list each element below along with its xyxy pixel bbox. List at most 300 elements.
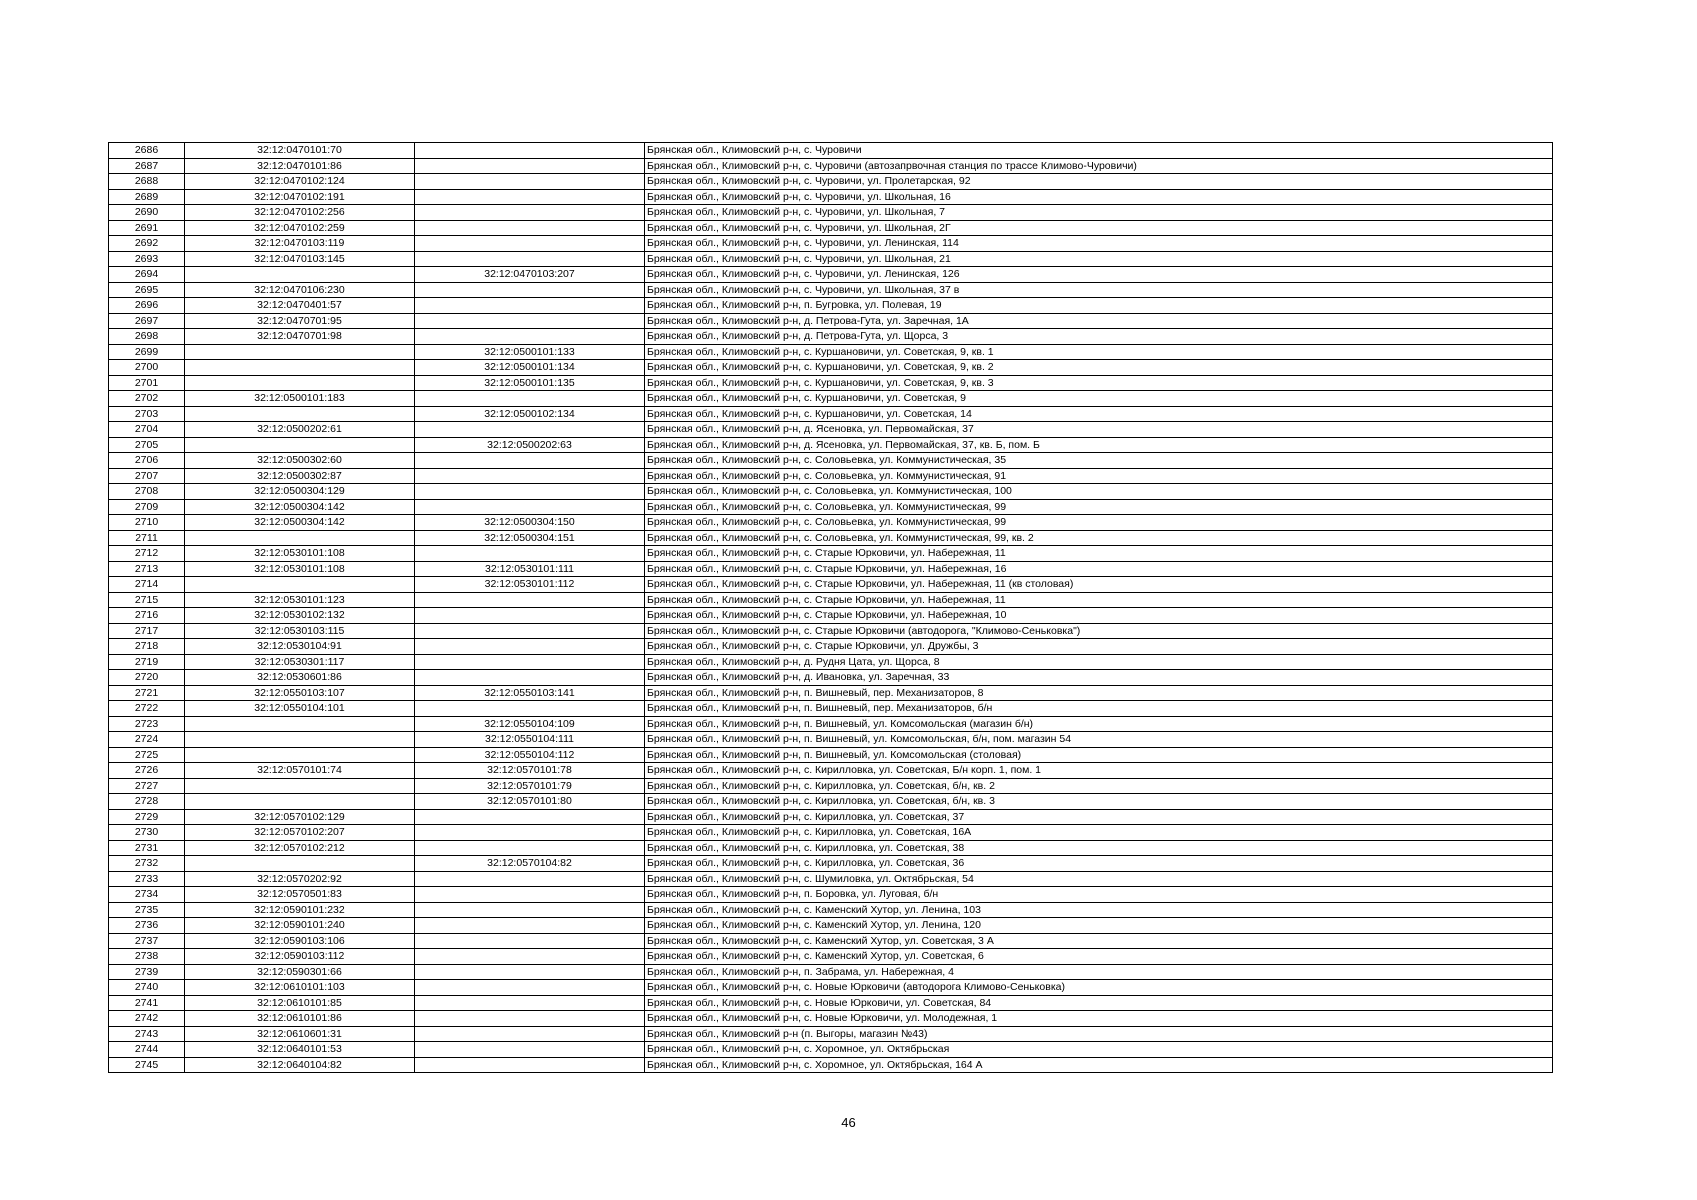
- table-row: [109, 344, 1553, 360]
- row-number-cell: 2704: [109, 422, 185, 438]
- table-row: [109, 1026, 1553, 1042]
- row-number-cell: 2699: [109, 344, 185, 360]
- cadastral-number-building-cell: [415, 422, 645, 438]
- address-cell: Брянская обл., Климовский р-н, с. Чуровичи, ул. Школьная, 21: [645, 251, 1553, 267]
- row-number-cell: 2696: [109, 298, 185, 314]
- row-number-cell: 2702: [109, 391, 185, 407]
- row-number-cell: 2689: [109, 189, 185, 205]
- table-row: [109, 778, 1553, 794]
- table-row: [109, 267, 1553, 283]
- cadastral-number-building-cell: [415, 484, 645, 500]
- cadastral-number-land-cell: [185, 856, 415, 872]
- table-row: [109, 871, 1553, 887]
- cadastral-number-building-cell: 32:12:0500304:151: [415, 530, 645, 546]
- cadastral-number-building-cell: [415, 282, 645, 298]
- table-row: [109, 329, 1553, 345]
- cadastral-number-building-cell: 32:12:0550104:109: [415, 716, 645, 732]
- address-cell: Брянская обл., Климовский р-н, с. Чуровичи: [645, 143, 1553, 159]
- row-number-cell: 2714: [109, 577, 185, 593]
- row-number-cell: 2730: [109, 825, 185, 841]
- cadastral-number-land-cell: [185, 267, 415, 283]
- cadastral-number-land-cell: [185, 732, 415, 748]
- cadastral-number-land-cell: 32:12:0470102:191: [185, 189, 415, 205]
- address-cell: Брянская обл., Климовский р-н, с. Шумиловка, ул. Октябрьская, 54: [645, 871, 1553, 887]
- cadastral-number-land-cell: 32:12:0470102:124: [185, 174, 415, 190]
- table-row: [109, 174, 1553, 190]
- cadastral-number-building-cell: [415, 453, 645, 469]
- cadastral-number-land-cell: 32:12:0470101:70: [185, 143, 415, 159]
- cadastral-number-building-cell: [415, 468, 645, 484]
- row-number-cell: 2743: [109, 1026, 185, 1042]
- cadastral-number-building-cell: [415, 701, 645, 717]
- table-row: [109, 499, 1553, 515]
- row-number-cell: 2713: [109, 561, 185, 577]
- row-number-cell: 2690: [109, 205, 185, 221]
- table-row: [109, 608, 1553, 624]
- row-number-cell: 2700: [109, 360, 185, 376]
- cadastral-number-building-cell: [415, 158, 645, 174]
- cadastral-number-land-cell: 32:12:0500101:183: [185, 391, 415, 407]
- cadastral-number-building-cell: [415, 995, 645, 1011]
- address-cell: Брянская обл., Климовский р-н, с. Чуровичи, ул. Школьная, 2Г: [645, 220, 1553, 236]
- cadastral-number-land-cell: [185, 716, 415, 732]
- cadastral-number-building-cell: 32:12:0550103:141: [415, 685, 645, 701]
- cadastral-number-land-cell: 32:12:0500304:142: [185, 515, 415, 531]
- cadastral-number-building-cell: 32:12:0550104:111: [415, 732, 645, 748]
- cadastral-number-building-cell: [415, 329, 645, 345]
- table-row: [109, 577, 1553, 593]
- table-row: [109, 158, 1553, 174]
- cadastral-number-land-cell: 32:12:0530101:123: [185, 592, 415, 608]
- address-cell: Брянская обл., Климовский р-н, с. Каменский Хутор, ул. Ленина, 120: [645, 918, 1553, 934]
- table-row: [109, 282, 1553, 298]
- row-number-cell: 2706: [109, 453, 185, 469]
- address-cell: Брянская обл., Климовский р-н, с. Старые Юрковичи, ул. Дружбы, 3: [645, 639, 1553, 655]
- address-cell: Брянская обл., Климовский р-н, с. Каменский Хутор, ул. Советская, 6: [645, 949, 1553, 965]
- address-cell: Брянская обл., Климовский р-н, с. Соловьевка, ул. Коммунистическая, 35: [645, 453, 1553, 469]
- address-cell: Брянская обл., Климовский р-н, с. Кирилловка, ул. Советская, 38: [645, 840, 1553, 856]
- address-cell: Брянская обл., Климовский р-н, с. Чуровичи (автозапрвочная станция по трассе Климово-Чуровичи): [645, 158, 1553, 174]
- row-number-cell: 2715: [109, 592, 185, 608]
- table-row: [109, 856, 1553, 872]
- cadastral-number-land-cell: 32:12:0590101:240: [185, 918, 415, 934]
- cadastral-number-land-cell: [185, 406, 415, 422]
- row-number-cell: 2733: [109, 871, 185, 887]
- row-number-cell: 2709: [109, 499, 185, 515]
- cadastral-number-land-cell: 32:12:0500202:61: [185, 422, 415, 438]
- row-number-cell: 2719: [109, 654, 185, 670]
- row-number-cell: 2732: [109, 856, 185, 872]
- row-number-cell: 2692: [109, 236, 185, 252]
- table-row: [109, 205, 1553, 221]
- cadastral-number-land-cell: 32:12:0610101:103: [185, 980, 415, 996]
- address-cell: Брянская обл., Климовский р-н, п. Забрама, ул. Набережная, 4: [645, 964, 1553, 980]
- table-row: [109, 654, 1553, 670]
- cadastral-number-building-cell: [415, 964, 645, 980]
- address-cell: Брянская обл., Климовский р-н, с. Чуровичи, ул. Школьная, 7: [645, 205, 1553, 221]
- address-cell: Брянская обл., Климовский р-н, с. Старые Юрковичи, ул. Набережная, 10: [645, 608, 1553, 624]
- row-number-cell: 2737: [109, 933, 185, 949]
- row-number-cell: 2710: [109, 515, 185, 531]
- cadastral-number-building-cell: [415, 236, 645, 252]
- address-cell: Брянская обл., Климовский р-н, п. Вишневый, ул. Комсомольская (магазин б/н): [645, 716, 1553, 732]
- cadastral-number-building-cell: 32:12:0550104:112: [415, 747, 645, 763]
- address-cell: Брянская обл., Климовский р-н, д. Ясеновка, ул. Первомайская, 37, кв. Б, пом. Б: [645, 437, 1553, 453]
- table-row: [109, 949, 1553, 965]
- table-row: [109, 189, 1553, 205]
- cadastral-number-building-cell: 32:12:0570101:80: [415, 794, 645, 810]
- row-number-cell: 2722: [109, 701, 185, 717]
- cadastral-number-building-cell: [415, 980, 645, 996]
- table-row: [109, 468, 1553, 484]
- address-cell: Брянская обл., Климовский р-н, с. Соловьевка, ул. Коммунистическая, 99, кв. 2: [645, 530, 1553, 546]
- cadastral-number-land-cell: 32:12:0470101:86: [185, 158, 415, 174]
- cadastral-number-building-cell: [415, 809, 645, 825]
- address-cell: Брянская обл., Климовский р-н, с. Куршановичи, ул. Советская, 9, кв. 1: [645, 344, 1553, 360]
- cadastral-number-land-cell: 32:12:0470102:259: [185, 220, 415, 236]
- cadastral-number-land-cell: 32:12:0500304:142: [185, 499, 415, 515]
- table-row: [109, 375, 1553, 391]
- table-row: [109, 1057, 1553, 1073]
- cadastral-number-land-cell: 32:12:0500302:60: [185, 453, 415, 469]
- table-row: [109, 747, 1553, 763]
- cadastral-number-land-cell: 32:12:0590103:106: [185, 933, 415, 949]
- table-row: [109, 701, 1553, 717]
- cadastral-number-building-cell: [415, 949, 645, 965]
- table-row: [109, 484, 1553, 500]
- cadastral-number-land-cell: 32:12:0610601:31: [185, 1026, 415, 1042]
- table-row: [109, 515, 1553, 531]
- cadastral-number-building-cell: 32:12:0500102:134: [415, 406, 645, 422]
- cadastral-number-building-cell: [415, 220, 645, 236]
- cadastral-number-building-cell: [415, 1057, 645, 1073]
- registry-table: [108, 142, 1553, 1073]
- row-number-cell: 2721: [109, 685, 185, 701]
- address-cell: Брянская обл., Климовский р-н, с. Куршановичи, ул. Советская, 9, кв. 3: [645, 375, 1553, 391]
- table-row: [109, 840, 1553, 856]
- cadastral-number-building-cell: 32:12:0530101:111: [415, 561, 645, 577]
- address-cell: Брянская обл., Климовский р-н, с. Кирилловка, ул. Советская, 16А: [645, 825, 1553, 841]
- table-row: [109, 236, 1553, 252]
- cadastral-number-building-cell: [415, 840, 645, 856]
- row-number-cell: 2716: [109, 608, 185, 624]
- address-cell: Брянская обл., Климовский р-н, с. Куршановичи, ул. Советская, 9, кв. 2: [645, 360, 1553, 376]
- table-row: [109, 298, 1553, 314]
- cadastral-number-land-cell: 32:12:0530301:117: [185, 654, 415, 670]
- cadastral-number-land-cell: 32:12:0590101:232: [185, 902, 415, 918]
- address-cell: Брянская обл., Климовский р-н, с. Старые Юрковичи (автодорога, "Климово-Сеньковка"): [645, 623, 1553, 639]
- address-cell: Брянская обл., Климовский р-н, с. Новые Юрковичи (автодорога Климово-Сеньковка): [645, 980, 1553, 996]
- cadastral-number-land-cell: [185, 344, 415, 360]
- address-cell: Брянская обл., Климовский р-н, п. Боровка, ул. Луговая, б/н: [645, 887, 1553, 903]
- cadastral-number-building-cell: [415, 251, 645, 267]
- row-number-cell: 2728: [109, 794, 185, 810]
- row-number-cell: 2718: [109, 639, 185, 655]
- row-number-cell: 2691: [109, 220, 185, 236]
- cadastral-number-building-cell: [415, 1042, 645, 1058]
- cadastral-number-land-cell: 32:12:0530101:108: [185, 561, 415, 577]
- table-row: [109, 453, 1553, 469]
- row-number-cell: 2711: [109, 530, 185, 546]
- cadastral-number-land-cell: [185, 375, 415, 391]
- registry-table-body: [109, 143, 1553, 1073]
- row-number-cell: 2738: [109, 949, 185, 965]
- row-number-cell: 2727: [109, 778, 185, 794]
- cadastral-number-building-cell: [415, 918, 645, 934]
- table-row: [109, 1042, 1553, 1058]
- cadastral-number-land-cell: 32:12:0570102:129: [185, 809, 415, 825]
- cadastral-number-land-cell: 32:12:0590301:66: [185, 964, 415, 980]
- cadastral-number-land-cell: 32:12:0470102:256: [185, 205, 415, 221]
- table-row: [109, 995, 1553, 1011]
- address-cell: Брянская обл., Климовский р-н, с. Каменский Хутор, ул. Ленина, 103: [645, 902, 1553, 918]
- cadastral-number-building-cell: [415, 174, 645, 190]
- table-row: [109, 406, 1553, 422]
- address-cell: Брянская обл., Климовский р-н (п. Выгоры, магазин №43): [645, 1026, 1553, 1042]
- cadastral-number-land-cell: 32:12:0470103:119: [185, 236, 415, 252]
- cadastral-number-building-cell: 32:12:0470103:207: [415, 267, 645, 283]
- row-number-cell: 2707: [109, 468, 185, 484]
- cadastral-number-land-cell: 32:12:0570102:212: [185, 840, 415, 856]
- cadastral-number-land-cell: 32:12:0570501:83: [185, 887, 415, 903]
- table-row: [109, 592, 1553, 608]
- row-number-cell: 2687: [109, 158, 185, 174]
- row-number-cell: 2686: [109, 143, 185, 159]
- address-cell: Брянская обл., Климовский р-н, с. Кирилловка, ул. Советская, 37: [645, 809, 1553, 825]
- address-cell: Брянская обл., Климовский р-н, с. Соловьевка, ул. Коммунистическая, 99: [645, 515, 1553, 531]
- cadastral-number-building-cell: 32:12:0500101:134: [415, 360, 645, 376]
- cadastral-number-land-cell: [185, 794, 415, 810]
- table-row: [109, 825, 1553, 841]
- cadastral-number-building-cell: [415, 1011, 645, 1027]
- cadastral-number-land-cell: 32:12:0610101:85: [185, 995, 415, 1011]
- cadastral-number-land-cell: [185, 577, 415, 593]
- address-cell: Брянская обл., Климовский р-н, п. Вишневый, ул. Комсомольская, б/н, пом. магазин 54: [645, 732, 1553, 748]
- cadastral-number-land-cell: 32:12:0470401:57: [185, 298, 415, 314]
- row-number-cell: 2724: [109, 732, 185, 748]
- table-row: [109, 964, 1553, 980]
- cadastral-number-land-cell: 32:12:0550104:101: [185, 701, 415, 717]
- address-cell: Брянская обл., Климовский р-н, д. Петрова-Гута, ул. Заречная, 1А: [645, 313, 1553, 329]
- address-cell: Брянская обл., Климовский р-н, п. Вишневый, пер. Механизаторов, б/н: [645, 701, 1553, 717]
- table-row: [109, 546, 1553, 562]
- table-row: [109, 716, 1553, 732]
- table-row: [109, 422, 1553, 438]
- cadastral-number-building-cell: [415, 902, 645, 918]
- address-cell: Брянская обл., Климовский р-н, с. Соловьевка, ул. Коммунистическая, 91: [645, 468, 1553, 484]
- cadastral-number-land-cell: 32:12:0570101:74: [185, 763, 415, 779]
- table-row: [109, 437, 1553, 453]
- cadastral-number-building-cell: [415, 499, 645, 515]
- row-number-cell: 2705: [109, 437, 185, 453]
- cadastral-number-building-cell: [415, 871, 645, 887]
- address-cell: Брянская обл., Климовский р-н, с. Старые Юрковичи, ул. Набережная, 16: [645, 561, 1553, 577]
- address-cell: Брянская обл., Климовский р-н, с. Соловьевка, ул. Коммунистическая, 99: [645, 499, 1553, 515]
- table-row: [109, 360, 1553, 376]
- cadastral-number-land-cell: 32:12:0470701:98: [185, 329, 415, 345]
- cadastral-number-land-cell: 32:12:0470106:230: [185, 282, 415, 298]
- row-number-cell: 2698: [109, 329, 185, 345]
- address-cell: Брянская обл., Климовский р-н, с. Кирилловка, ул. Советская, б/н, кв. 3: [645, 794, 1553, 810]
- address-cell: Брянская обл., Климовский р-н, с. Старые Юрковичи, ул. Набережная, 11 (кв столовая): [645, 577, 1553, 593]
- row-number-cell: 2745: [109, 1057, 185, 1073]
- cadastral-number-land-cell: 32:12:0590103:112: [185, 949, 415, 965]
- row-number-cell: 2725: [109, 747, 185, 763]
- table-row: [109, 763, 1553, 779]
- cadastral-number-land-cell: 32:12:0570102:207: [185, 825, 415, 841]
- cadastral-number-land-cell: [185, 530, 415, 546]
- row-number-cell: 2735: [109, 902, 185, 918]
- row-number-cell: 2708: [109, 484, 185, 500]
- row-number-cell: 2717: [109, 623, 185, 639]
- cadastral-number-building-cell: [415, 639, 645, 655]
- cadastral-number-building-cell: [415, 298, 645, 314]
- table-row: [109, 391, 1553, 407]
- row-number-cell: 2723: [109, 716, 185, 732]
- table-row: [109, 980, 1553, 996]
- address-cell: Брянская обл., Климовский р-н, с. Хоромное, ул. Октябрьская: [645, 1042, 1553, 1058]
- row-number-cell: 2729: [109, 809, 185, 825]
- cadastral-number-land-cell: 32:12:0640101:53: [185, 1042, 415, 1058]
- address-cell: Брянская обл., Климовский р-н, п. Вишневый, ул. Комсомольская (столовая): [645, 747, 1553, 763]
- cadastral-number-land-cell: 32:12:0530104:91: [185, 639, 415, 655]
- cadastral-number-building-cell: [415, 546, 645, 562]
- cadastral-number-land-cell: [185, 437, 415, 453]
- row-number-cell: 2726: [109, 763, 185, 779]
- cadastral-number-building-cell: [415, 623, 645, 639]
- address-cell: Брянская обл., Климовский р-н, с. Куршановичи, ул. Советская, 9: [645, 391, 1553, 407]
- cadastral-number-land-cell: 32:12:0470103:145: [185, 251, 415, 267]
- table-row: [109, 530, 1553, 546]
- row-number-cell: 2697: [109, 313, 185, 329]
- table-row: [109, 220, 1553, 236]
- cadastral-number-land-cell: 32:12:0530101:108: [185, 546, 415, 562]
- address-cell: Брянская обл., Климовский р-н, с. Кирилловка, ул. Советская, 36: [645, 856, 1553, 872]
- cadastral-number-building-cell: [415, 189, 645, 205]
- row-number-cell: 2736: [109, 918, 185, 934]
- cadastral-number-land-cell: 32:12:0530103:115: [185, 623, 415, 639]
- cadastral-number-building-cell: 32:12:0500101:133: [415, 344, 645, 360]
- cadastral-number-land-cell: 32:12:0610101:86: [185, 1011, 415, 1027]
- cadastral-number-building-cell: [415, 654, 645, 670]
- cadastral-number-building-cell: [415, 933, 645, 949]
- table-row: [109, 918, 1553, 934]
- cadastral-number-land-cell: 32:12:0570202:92: [185, 871, 415, 887]
- row-number-cell: 2731: [109, 840, 185, 856]
- cadastral-number-building-cell: [415, 608, 645, 624]
- row-number-cell: 2734: [109, 887, 185, 903]
- cadastral-number-building-cell: 32:12:0570104:82: [415, 856, 645, 872]
- table-row: [109, 670, 1553, 686]
- table-row: [109, 933, 1553, 949]
- cadastral-number-land-cell: 32:12:0470701:95: [185, 313, 415, 329]
- row-number-cell: 2744: [109, 1042, 185, 1058]
- address-cell: Брянская обл., Климовский р-н, с. Соловьевка, ул. Коммунистическая, 100: [645, 484, 1553, 500]
- row-number-cell: 2701: [109, 375, 185, 391]
- table-row: [109, 251, 1553, 267]
- row-number-cell: 2741: [109, 995, 185, 1011]
- row-number-cell: 2712: [109, 546, 185, 562]
- row-number-cell: 2693: [109, 251, 185, 267]
- cadastral-number-building-cell: [415, 670, 645, 686]
- table-row: [109, 732, 1553, 748]
- address-cell: Брянская обл., Климовский р-н, с. Каменский Хутор, ул. Советская, 3 А: [645, 933, 1553, 949]
- address-cell: Брянская обл., Климовский р-н, с. Чуровичи, ул. Школьная, 37 в: [645, 282, 1553, 298]
- address-cell: Брянская обл., Климовский р-н, с. Чуровичи, ул. Ленинская, 114: [645, 236, 1553, 252]
- cadastral-number-building-cell: [415, 143, 645, 159]
- cadastral-number-building-cell: 32:12:0500202:63: [415, 437, 645, 453]
- cadastral-number-building-cell: 32:12:0500101:135: [415, 375, 645, 391]
- cadastral-number-building-cell: [415, 1026, 645, 1042]
- row-number-cell: 2740: [109, 980, 185, 996]
- cadastral-number-land-cell: 32:12:0500304:129: [185, 484, 415, 500]
- cadastral-number-building-cell: [415, 205, 645, 221]
- cadastral-number-land-cell: [185, 778, 415, 794]
- table-row: [109, 809, 1553, 825]
- address-cell: Брянская обл., Климовский р-н, с. Кирилловка, ул. Советская, Б/н корп. 1, пом. 1: [645, 763, 1553, 779]
- row-number-cell: 2695: [109, 282, 185, 298]
- row-number-cell: 2688: [109, 174, 185, 190]
- address-cell: Брянская обл., Климовский р-н, с. Куршановичи, ул. Советская, 14: [645, 406, 1553, 422]
- cadastral-number-building-cell: 32:12:0530101:112: [415, 577, 645, 593]
- cadastral-number-land-cell: 32:12:0550103:107: [185, 685, 415, 701]
- address-cell: Брянская обл., Климовский р-н, с. Новые Юрковичи, ул. Молодежная, 1: [645, 1011, 1553, 1027]
- table-row: [109, 623, 1553, 639]
- table-row: [109, 887, 1553, 903]
- address-cell: Брянская обл., Климовский р-н, п. Бугровка, ул. Полевая, 19: [645, 298, 1553, 314]
- table-row: [109, 685, 1553, 701]
- cadastral-number-building-cell: [415, 391, 645, 407]
- table-row: [109, 902, 1553, 918]
- table-row: [109, 794, 1553, 810]
- address-cell: Брянская обл., Климовский р-н, с. Чуровичи, ул. Ленинская, 126: [645, 267, 1553, 283]
- cadastral-number-land-cell: 32:12:0530102:132: [185, 608, 415, 624]
- cadastral-number-building-cell: [415, 592, 645, 608]
- cadastral-number-building-cell: [415, 825, 645, 841]
- table-row: [109, 313, 1553, 329]
- address-cell: Брянская обл., Климовский р-н, д. Петрова-Гута, ул. Щорса, 3: [645, 329, 1553, 345]
- address-cell: Брянская обл., Климовский р-н, д. Ивановка, ул. Заречная, 33: [645, 670, 1553, 686]
- address-cell: Брянская обл., Климовский р-н, с. Новые Юрковичи, ул. Советская, 84: [645, 995, 1553, 1011]
- address-cell: Брянская обл., Климовский р-н, с. Старые Юрковичи, ул. Набережная, 11: [645, 546, 1553, 562]
- table-row: [109, 639, 1553, 655]
- cadastral-number-building-cell: 32:12:0570101:78: [415, 763, 645, 779]
- cadastral-number-building-cell: 32:12:0570101:79: [415, 778, 645, 794]
- cadastral-number-building-cell: 32:12:0500304:150: [415, 515, 645, 531]
- row-number-cell: 2703: [109, 406, 185, 422]
- address-cell: Брянская обл., Климовский р-н, с. Старые Юрковичи, ул. Набережная, 11: [645, 592, 1553, 608]
- row-number-cell: 2720: [109, 670, 185, 686]
- address-cell: Брянская обл., Климовский р-н, с. Хоромное, ул. Октябрьская, 164 А: [645, 1057, 1553, 1073]
- address-cell: Брянская обл., Климовский р-н, с. Чуровичи, ул. Пролетарская, 92: [645, 174, 1553, 190]
- table-row: [109, 143, 1553, 159]
- address-cell: Брянская обл., Климовский р-н, с. Чуровичи, ул. Школьная, 16: [645, 189, 1553, 205]
- cadastral-number-land-cell: 32:12:0640104:82: [185, 1057, 415, 1073]
- page-number: 46: [841, 1115, 856, 1130]
- table-row: [109, 561, 1553, 577]
- address-cell: Брянская обл., Климовский р-н, д. Ясеновка, ул. Первомайская, 37: [645, 422, 1553, 438]
- address-cell: Брянская обл., Климовский р-н, д. Рудня Цата, ул. Щорса, 8: [645, 654, 1553, 670]
- cadastral-number-land-cell: [185, 747, 415, 763]
- row-number-cell: 2739: [109, 964, 185, 980]
- cadastral-number-building-cell: [415, 313, 645, 329]
- address-cell: Брянская обл., Климовский р-н, с. Кирилловка, ул. Советская, б/н, кв. 2: [645, 778, 1553, 794]
- row-number-cell: 2742: [109, 1011, 185, 1027]
- cadastral-number-land-cell: 32:12:0530601:86: [185, 670, 415, 686]
- table-row: [109, 1011, 1553, 1027]
- cadastral-number-building-cell: [415, 887, 645, 903]
- cadastral-number-land-cell: [185, 360, 415, 376]
